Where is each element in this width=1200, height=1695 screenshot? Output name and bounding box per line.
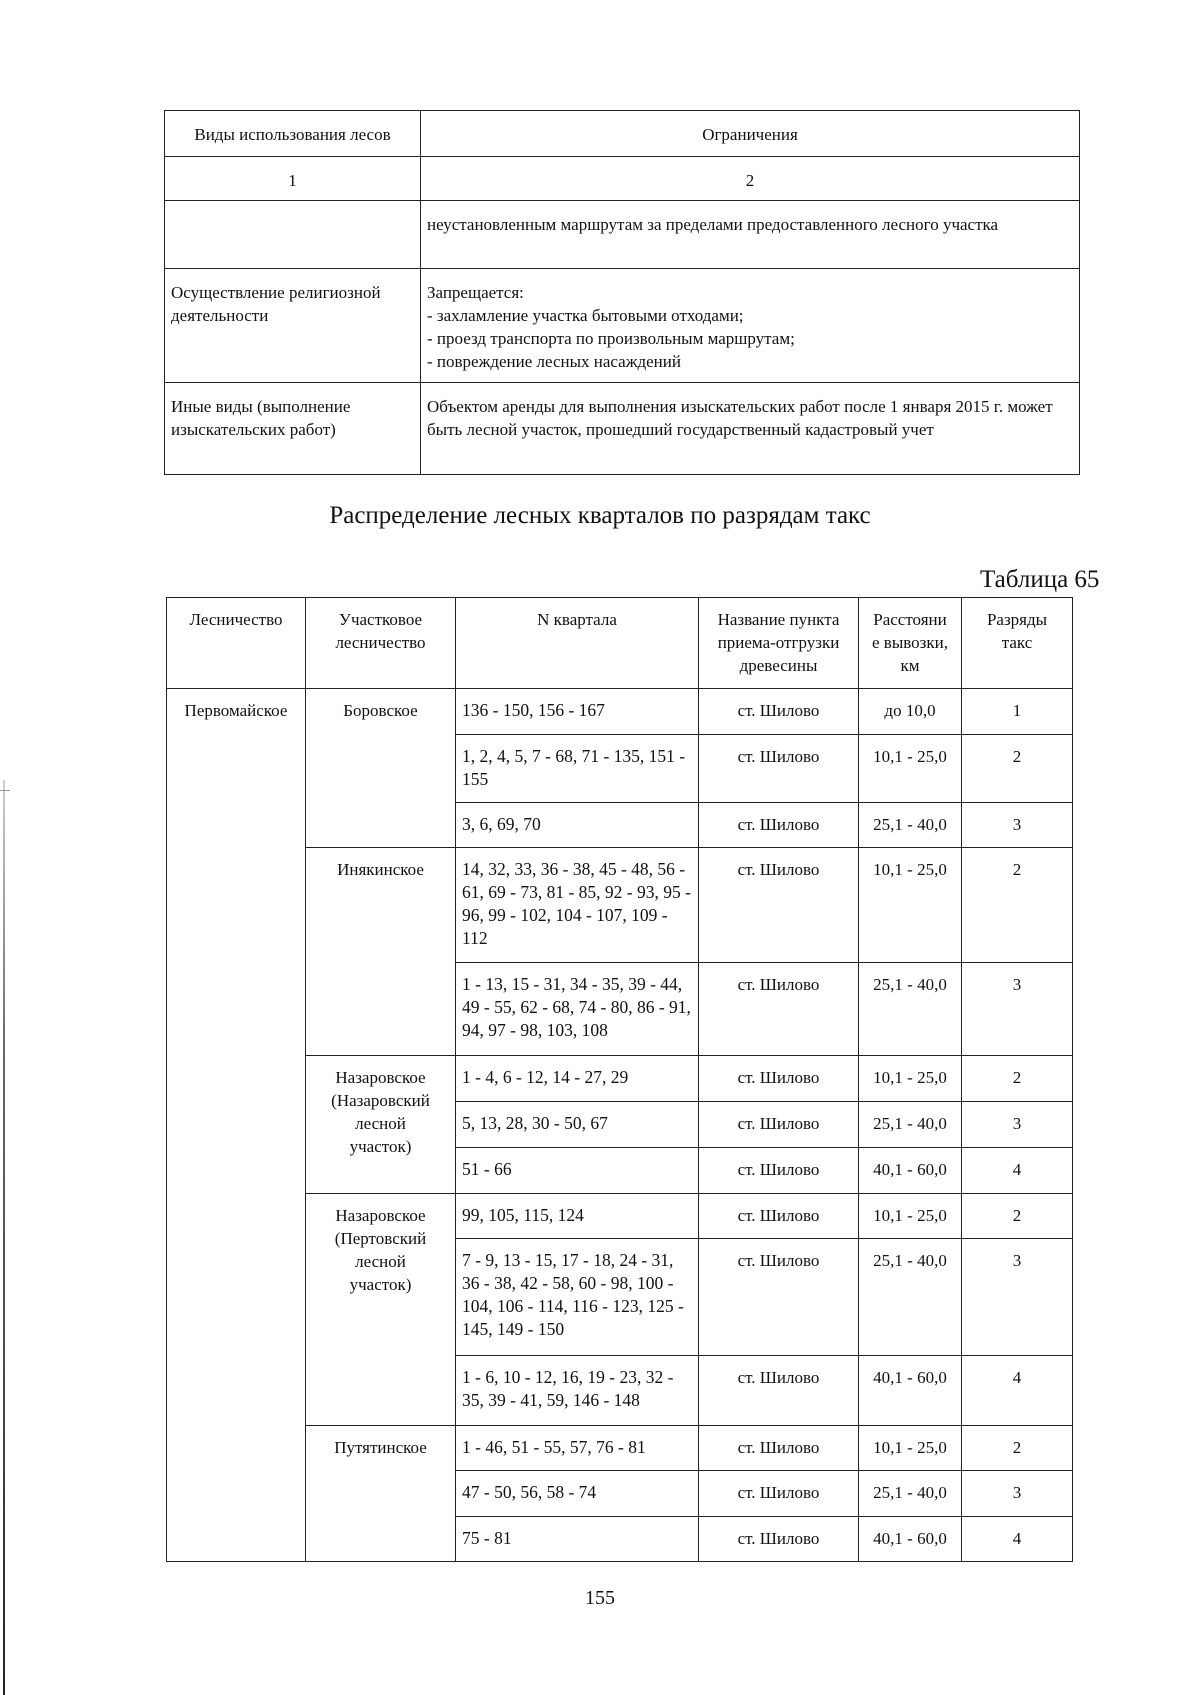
district-forestry-cell: Назаровское (Назаровский лесной участок) xyxy=(306,1056,456,1194)
distance-cell: 25,1 - 40,0 xyxy=(859,963,962,1056)
tax-category-cell: 2 xyxy=(962,1194,1073,1239)
tax-category-cell: 2 xyxy=(962,735,1073,803)
block-numbers-cell: 1, 2, 4, 5, 7 - 68, 71 - 135, 151 - 155 xyxy=(456,735,699,803)
loading-point-cell: ст. Шилово xyxy=(699,1517,859,1562)
table-number: Таблица 65 xyxy=(980,566,1100,593)
block-numbers-cell: 5, 13, 28, 30 - 50, 67 xyxy=(456,1102,699,1148)
distance-cell: до 10,0 xyxy=(859,689,962,735)
distance-cell: 10,1 - 25,0 xyxy=(859,735,962,803)
column-number-row xyxy=(165,157,1080,201)
distance-cell: 10,1 - 25,0 xyxy=(859,1194,962,1239)
section-title: Распределение лесных кварталов по разрядам такс xyxy=(329,502,871,529)
header-district-forestry: Участковое лесничество xyxy=(306,598,456,689)
use-type-cell xyxy=(165,201,421,269)
header-tax-category: Разряды такс xyxy=(962,598,1073,689)
tax-category-cell: 3 xyxy=(962,1239,1073,1356)
tax-category-table xyxy=(166,597,1073,1562)
distance-cell: 10,1 - 25,0 xyxy=(859,1426,962,1471)
distance-cell: 40,1 - 60,0 xyxy=(859,1517,962,1562)
table-row xyxy=(167,689,1073,735)
distance-cell: 25,1 - 40,0 xyxy=(859,1239,962,1356)
page-number: 155 xyxy=(585,1587,615,1609)
block-numbers-cell: 136 - 150, 156 - 167 xyxy=(456,689,699,735)
loading-point-cell: ст. Шилово xyxy=(699,735,859,803)
tax-category-cell: 4 xyxy=(962,1356,1073,1426)
block-numbers-cell: 7 - 9, 13 - 15, 17 - 18, 24 - 31, 36 - 38, 42 - 58, 60 - 98, 100 - 104, 106 - 114, 116 - 123, 125 - 145, 149 - 150 xyxy=(456,1239,699,1356)
tax-category-cell: 3 xyxy=(962,1102,1073,1148)
loading-point-cell: ст. Шилово xyxy=(699,1194,859,1239)
tax-category-cell: 3 xyxy=(962,963,1073,1056)
loading-point-cell: ст. Шилово xyxy=(699,1056,859,1102)
loading-point-cell: ст. Шилово xyxy=(699,1239,859,1356)
restriction-cell: неустановленным маршрутам за пределами предоставленного лесного участка xyxy=(421,201,1080,269)
forestry-cell: Первомайское xyxy=(167,689,306,1562)
district-forestry-cell: Путятинское xyxy=(306,1426,456,1562)
loading-point-cell: ст. Шилово xyxy=(699,689,859,735)
header-loading-point: Название пункта приема-отгрузки древесины xyxy=(699,598,859,689)
tax-category-cell: 1 xyxy=(962,689,1073,735)
tax-category-cell: 4 xyxy=(962,1517,1073,1562)
column-header-restrictions: Ограничения xyxy=(421,111,1080,157)
table-row xyxy=(165,383,1080,475)
tax-category-cell: 2 xyxy=(962,1426,1073,1471)
block-numbers-cell: 1 - 46, 51 - 55, 57, 76 - 81 xyxy=(456,1426,699,1471)
tax-category-cell: 3 xyxy=(962,1471,1073,1517)
district-forestry-cell: Боровское xyxy=(306,689,456,848)
block-numbers-cell: 51 - 66 xyxy=(456,1148,699,1194)
loading-point-cell: ст. Шилово xyxy=(699,963,859,1056)
block-numbers-cell: 3, 6, 69, 70 xyxy=(456,803,699,848)
loading-point-cell: ст. Шилово xyxy=(699,1356,859,1426)
loading-point-cell: ст. Шилово xyxy=(699,1471,859,1517)
district-forestry-cell: Назаровское (Пертовский лесной участок) xyxy=(306,1194,456,1426)
scan-edge-shadow xyxy=(3,780,5,1695)
loading-point-cell: ст. Шилово xyxy=(699,803,859,848)
block-numbers-cell: 1 - 4, 6 - 12, 14 - 27, 29 xyxy=(456,1056,699,1102)
header-forestry: Лесничество xyxy=(167,598,306,689)
table-header-row xyxy=(167,598,1073,689)
block-numbers-cell: 14, 32, 33, 36 - 38, 45 - 48, 56 - 61, 69 - 73, 81 - 85, 92 - 93, 95 - 96, 99 - 102, 104 - 107, 109 - 112 xyxy=(456,848,699,963)
distance-cell: 40,1 - 60,0 xyxy=(859,1148,962,1194)
table-row xyxy=(165,201,1080,269)
use-type-cell: Иные виды (выполнение изыскательских работ) xyxy=(165,383,421,475)
restriction-cell: Объектом аренды для выполнения изыскательских работ после 1 января 2015 г. может быть лесной участок, прошедший государственный кадастровый учет xyxy=(421,383,1080,475)
column-number-2: 2 xyxy=(421,157,1080,201)
distance-cell: 25,1 - 40,0 xyxy=(859,1102,962,1148)
block-numbers-cell: 99, 105, 115, 124 xyxy=(456,1194,699,1239)
column-header-use-types: Виды использования лесов xyxy=(165,111,421,157)
tax-category-cell: 2 xyxy=(962,1056,1073,1102)
distance-cell: 25,1 - 40,0 xyxy=(859,1471,962,1517)
header-haul-distance: Расстояни е вывозки, км xyxy=(859,598,962,689)
block-numbers-cell: 75 - 81 xyxy=(456,1517,699,1562)
distance-cell: 25,1 - 40,0 xyxy=(859,803,962,848)
loading-point-cell: ст. Шилово xyxy=(699,1102,859,1148)
column-number-1: 1 xyxy=(165,157,421,201)
scan-edge-mark xyxy=(0,790,10,791)
loading-point-cell: ст. Шилово xyxy=(699,1426,859,1471)
distance-cell: 10,1 - 25,0 xyxy=(859,848,962,963)
tax-category-cell: 2 xyxy=(962,848,1073,963)
tax-category-cell: 3 xyxy=(962,803,1073,848)
block-numbers-cell: 1 - 13, 15 - 31, 34 - 35, 39 - 44, 49 - 55, 62 - 68, 74 - 80, 86 - 91, 94, 97 - 98, 103, 108 xyxy=(456,963,699,1056)
distance-cell: 40,1 - 60,0 xyxy=(859,1356,962,1426)
use-type-cell: Осуществление религиозной деятельности xyxy=(165,269,421,383)
tax-category-cell: 4 xyxy=(962,1148,1073,1194)
block-numbers-cell: 1 - 6, 10 - 12, 16, 19 - 23, 32 - 35, 39 - 41, 59, 146 - 148 xyxy=(456,1356,699,1426)
distance-cell: 10,1 - 25,0 xyxy=(859,1056,962,1102)
table-row xyxy=(165,269,1080,383)
header-block-number: N квартала xyxy=(456,598,699,689)
block-numbers-cell: 47 - 50, 56, 58 - 74 xyxy=(456,1471,699,1517)
forest-use-restrictions-table xyxy=(164,110,1080,475)
table-header-row xyxy=(165,111,1080,157)
loading-point-cell: ст. Шилово xyxy=(699,848,859,963)
district-forestry-cell: Инякинское xyxy=(306,848,456,1056)
loading-point-cell: ст. Шилово xyxy=(699,1148,859,1194)
restriction-cell: Запрещается: - захламление участка бытовыми отходами; - проезд транспорта по произвольным маршрутам; - повреждение лесных насаждений xyxy=(421,269,1080,383)
